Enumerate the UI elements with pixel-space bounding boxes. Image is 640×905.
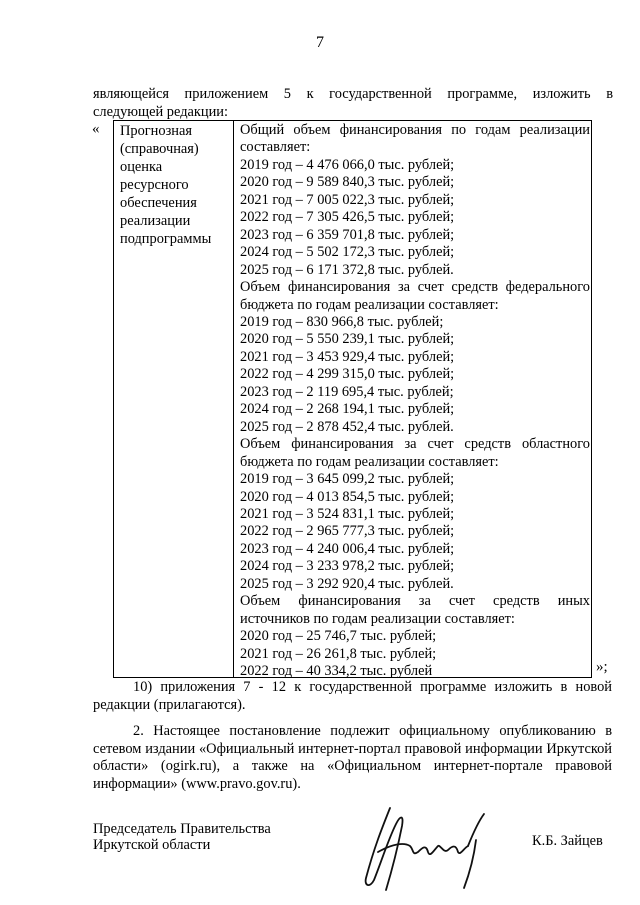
regional-year-row: 2025 год – 3 292 920,4 тыс. рублей. [240, 575, 454, 592]
regional-heading-line: Объем финансирования за счет средств областного [240, 436, 590, 453]
regional-heading-line: бюджета по годам реализации составляет: [240, 453, 499, 470]
left-cell-line: подпрограммы [120, 231, 212, 247]
other-year-row: 2021 год – 26 261,8 тыс. рублей; [240, 645, 437, 662]
signatory-title-line: Иркутской области [93, 837, 211, 853]
federal-year-row: 2020 год – 5 550 239,1 тыс. рублей; [240, 331, 455, 348]
item-10-paragraph: 10) приложения 7 - 12 к государственной программе изложить в новой редакции (прилагаются). [93, 679, 612, 713]
signatory-title [93, 821, 271, 853]
funding-table [113, 120, 592, 678]
regional-year-row: 2021 год – 3 524 831,1 тыс. рублей; [240, 505, 455, 522]
total-year-row: 2025 год – 6 171 372,8 тыс. рублей. [240, 261, 454, 278]
left-cell-line: обеспечения [120, 195, 197, 211]
intro-line-2: следующей редакции: [93, 103, 228, 120]
table-right-cell [240, 122, 590, 681]
regional-year-row: 2022 год – 2 965 777,3 тыс. рублей; [240, 523, 455, 540]
signatory-name: К.Б. Зайцев [532, 833, 603, 849]
left-cell-line: (справочная) [120, 141, 199, 157]
page-number: 7 [316, 34, 324, 51]
total-year-row: 2020 год – 9 589 840,3 тыс. рублей; [240, 174, 455, 191]
total-year-row: 2023 год – 6 359 701,8 тыс. рублей; [240, 226, 455, 243]
total-heading-line: Общий объем финансирования по годам реализации [240, 122, 590, 138]
total-heading-line: составляет: [240, 139, 311, 156]
total-year-row: 2024 год – 5 502 172,3 тыс. рублей; [240, 244, 455, 261]
federal-year-row: 2019 год – 830 966,8 тыс. рублей; [240, 313, 444, 330]
federal-heading-line: Объем финансирования за счет средств федерального [240, 279, 590, 296]
intro-line-1: являющейся приложением 5 к государственной программе, изложить в [93, 86, 613, 102]
federal-year-row: 2024 год – 2 268 194,1 тыс. рублей; [240, 401, 455, 418]
other-heading-line: Объем финансирования за счет средств иных [240, 593, 590, 610]
total-year-row: 2019 год – 4 476 066,0 тыс. рублей; [240, 156, 455, 173]
left-cell-line: реализации [120, 213, 191, 229]
left-cell-line: ресурсного [120, 177, 189, 193]
total-year-row: 2022 год – 7 305 426,5 тыс. рублей; [240, 209, 455, 226]
signatory-title-line: Председатель Правительства [93, 821, 271, 837]
federal-year-row: 2021 год – 3 453 929,4 тыс. рублей; [240, 348, 455, 365]
resolution-items [93, 679, 612, 793]
table-left-cell [120, 122, 230, 248]
federal-year-row: 2022 год – 4 299 315,0 тыс. рублей; [240, 366, 455, 383]
other-heading-line: источников по годам реализации составляет: [240, 610, 515, 627]
item-2-paragraph: 2. Настоящее постановление подлежит официальному опубликованию в сетевом издании «Официальный интернет-портал правовой информации Иркутской области» (ogirk.ru), а также на «Официальном интернет-портале правовой информации» (www.pravo.gov.ru). [93, 723, 612, 792]
regional-year-row: 2024 год – 3 233 978,2 тыс. рублей; [240, 558, 455, 575]
other-year-row: 2022 год – 40 334,2 тыс. рублей [240, 663, 433, 680]
opening-quote: « [92, 121, 100, 137]
other-year-row: 2020 год – 25 746,7 тыс. рублей; [240, 628, 437, 645]
handwritten-signature [352, 800, 497, 895]
closing-quote: »; [596, 659, 608, 675]
intro-paragraph [93, 86, 613, 121]
left-cell-line: Прогнозная [120, 123, 192, 139]
total-year-row: 2021 год – 7 005 022,3 тыс. рублей; [240, 191, 455, 208]
regional-year-row: 2020 год – 4 013 854,5 тыс. рублей; [240, 488, 455, 505]
regional-year-row: 2019 год – 3 645 099,2 тыс. рублей; [240, 471, 455, 488]
federal-heading-line: бюджета по годам реализации составляет: [240, 296, 499, 313]
table-column-divider [233, 121, 234, 677]
federal-year-row: 2025 год – 2 878 452,4 тыс. рублей. [240, 418, 454, 435]
federal-year-row: 2023 год – 2 119 695,4 тыс. рублей; [240, 383, 454, 400]
regional-year-row: 2023 год – 4 240 006,4 тыс. рублей; [240, 540, 455, 557]
left-cell-line: оценка [120, 159, 163, 175]
